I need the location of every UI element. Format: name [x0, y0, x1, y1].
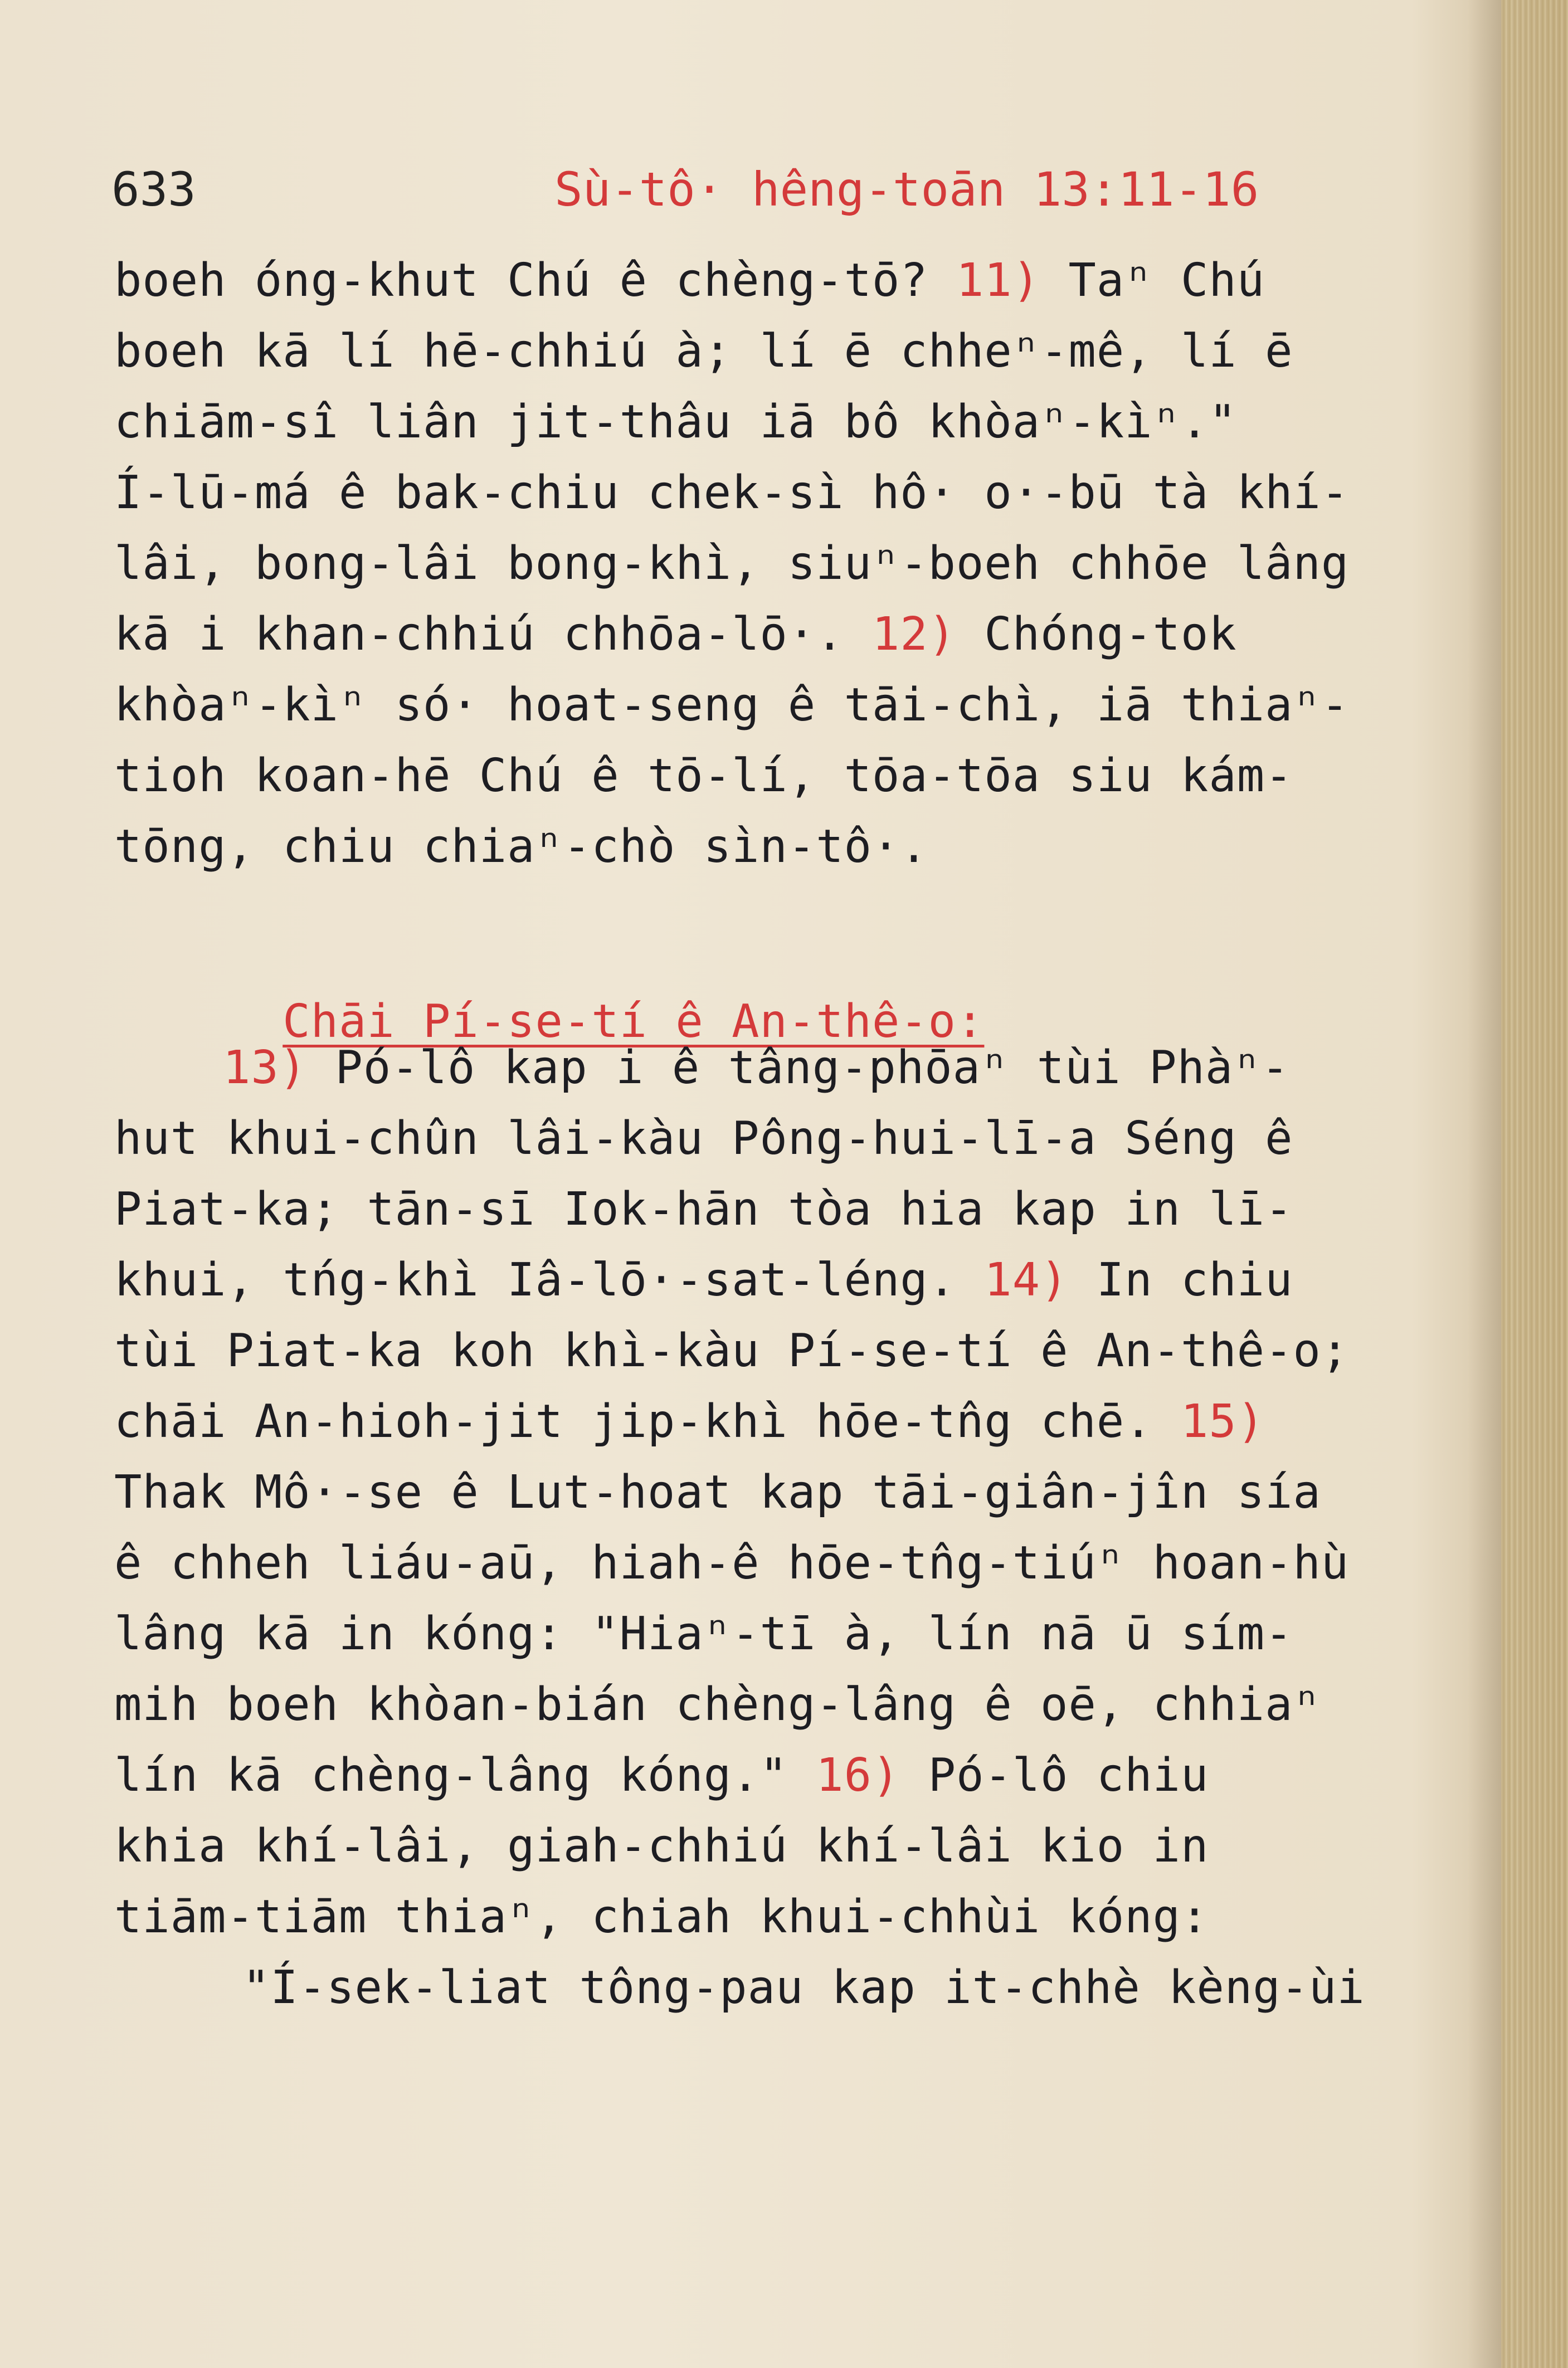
text-line: lâi, bong-lâi bong-khì, siuⁿ-boeh chhōe lâng [114, 537, 1350, 590]
text-line: khia khí-lâi, giah-chhiú khí-lâi kio in [114, 1820, 1209, 1873]
verse-number: 12) [844, 608, 957, 661]
text-line: lín kā chèng-lâng kóng." 16) Pó-lô chiu [114, 1749, 1209, 1802]
text-line: chāi An-hioh-jit jip-khì hōe-tn̂g chē. 15) [114, 1395, 1265, 1448]
text-line: Thak Mô·-se ê Lut-hoat kap tāi-giân-jîn sía [114, 1466, 1321, 1519]
page-edge [1501, 0, 1568, 2368]
text-line: chiām-sî liân jit-thâu iā bô khòaⁿ-kìⁿ." [114, 396, 1237, 449]
running-head: Sù-tô· hêng-toān 13:11-16 [554, 162, 1259, 217]
verse-number: 16) [787, 1749, 900, 1802]
verse-number: 13) [223, 1041, 308, 1094]
text-line: boeh kā lí hē-chhiú à; lí ē chheⁿ-mê, lí ē [114, 325, 1293, 378]
text-line: khòaⁿ-kìⁿ só· hoat-seng ê tāi-chì, iā thiaⁿ- [114, 679, 1350, 732]
section-heading-row [114, 915, 1396, 1048]
text-line: Í-lū-má ê bak-chiu chek-sì hô· o·-bū tà khí- [114, 466, 1350, 519]
text-line: mih boeh khòan-bián chèng-lâng ê oē, chhiaⁿ [114, 1678, 1321, 1731]
verse-number: 14) [956, 1254, 1069, 1307]
page-header [111, 156, 1282, 223]
body-text [114, 245, 1396, 2023]
text-line: ê chheh liáu-aū, hiah-ê hōe-tn̂g-tiúⁿ hoan-hù [114, 1537, 1350, 1590]
section-heading: Chāi Pí-se-tí ê An-thê-o: [283, 995, 985, 1048]
text-line: tōng, chiu chiaⁿ-chò sìn-tô·. [114, 820, 928, 873]
text-line: kā i khan-chhiú chhōa-lō·. 12) Chóng-tok [114, 608, 1237, 661]
text-line: 13) Pó-lô kap i ê tâng-phōaⁿ tùi Phàⁿ- [223, 1041, 1289, 1094]
text-line: tiām-tiām thiaⁿ, chiah khui-chhùi kóng: [114, 1890, 1209, 1943]
text-line: tùi Piat-ka koh khì-kàu Pí-se-tí ê An-thê-o; [114, 1324, 1350, 1377]
text-line: hut khui-chûn lâi-kàu Pông-hui-lī-a Séng ê [114, 1112, 1293, 1165]
text-line: boeh óng-khut Chú ê chèng-tō? 11) Taⁿ Chú [114, 254, 1265, 307]
text-line: lâng kā in kóng: "Hiaⁿ-tī à, lín nā ū sím- [114, 1607, 1293, 1660]
text-line: khui, tńg-khì Iâ-lō·-sat-léng. 14) In chiu [114, 1254, 1293, 1307]
verse-number: 11) [928, 254, 1041, 307]
text-line: Piat-ka; tān-sī Iok-hān tòa hia kap in lī- [114, 1183, 1293, 1236]
page-shadow [1468, 0, 1501, 2368]
text-line: tioh koan-hē Chú ê tō-lí, tōa-tōa siu kám- [114, 749, 1293, 802]
page-number: 633 [111, 162, 196, 217]
text-line: "Í-sek-liat tông-pau kap it-chhè kèng-ùi [242, 1961, 1365, 2014]
verse-number: 15) [1152, 1395, 1265, 1448]
